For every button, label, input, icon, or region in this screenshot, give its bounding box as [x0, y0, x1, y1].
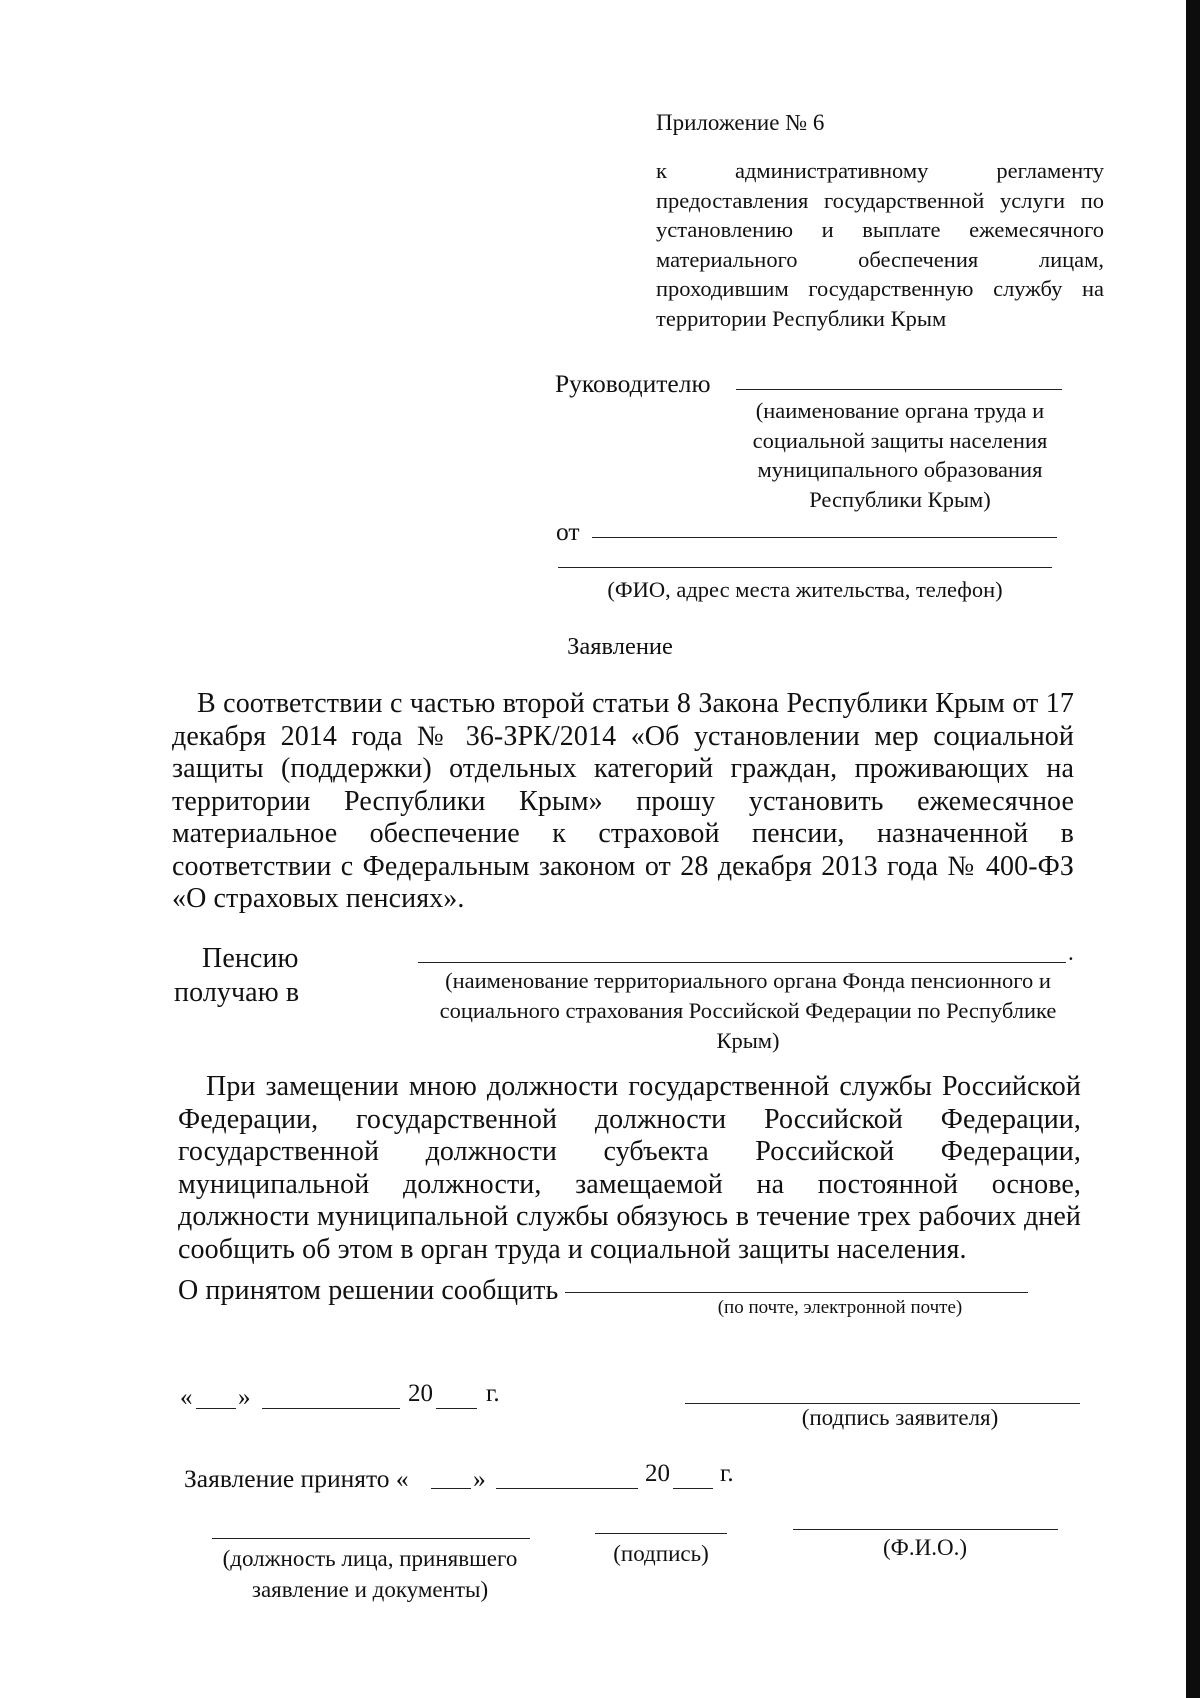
official-signature-line [595, 1533, 727, 1534]
date-close-quote: » [238, 1384, 251, 1411]
accepted-day-line [431, 1488, 471, 1489]
accepted-month-line [496, 1488, 638, 1489]
accepted-label: Заявление принято « [184, 1464, 409, 1493]
date-year-line [436, 1408, 477, 1409]
addressee-caption: (наименование органа труда и социальной защиты населения муниципального образования Республики Крым) [752, 398, 1048, 512]
date-open-quote: « [180, 1384, 193, 1411]
document-title: Заявление [567, 633, 673, 660]
date-month-line [262, 1408, 400, 1409]
main-paragraph [172, 688, 1074, 916]
date-year-suffix: г. [486, 1380, 500, 1407]
pension-label-2: получаю в [174, 977, 300, 1008]
pension-caption: (наименование территориального органа Фонда пенсионного и социального страхования Российской Федерации по Республике Крым) [439, 968, 1057, 1053]
date-year-prefix: 20 [408, 1380, 433, 1407]
pension-label-1: Пенсию [202, 943, 299, 974]
scan-edge [1186, 0, 1200, 1698]
applicant-line-1 [592, 537, 1057, 538]
applicant-caption: (ФИО, адрес места жительства, телефон) [607, 577, 1003, 602]
position-caption: (должность лица, принявшего заявление и документы) [222, 1546, 518, 1602]
pension-line [418, 962, 1066, 963]
applicant-signature-caption: (подпись заявителя) [801, 1405, 999, 1430]
official-name-caption: (Ф.И.О.) [883, 1535, 967, 1560]
notify-line [565, 1292, 1028, 1293]
official-signature-caption: (подпись) [613, 1541, 709, 1566]
applicant-line-2 [558, 567, 1052, 568]
obligation-paragraph-text: При замещении мною должности государственной службы Российской Федерации, государственной должности Российской Федерации, государственной должности субъекта Российской Федерации, муниципальной должности, замещаемой на постоянной основе, должности муниципальной службы обязуюсь в течение трех рабочих дней сообщить об этом в орган труда и социальной защиты населения. [178, 1071, 1081, 1265]
notify-label: О принятом решении сообщить [178, 1275, 559, 1306]
date-day-line [196, 1408, 236, 1409]
appendix-reference: к административному регламенту предоставления государственной услуги по установлению и выплате ежемесячного материального обеспечения лицам, проходившим государственную службу на территории Республики Крым [656, 158, 1104, 331]
notify-caption: (по почте, электронной почте) [717, 1297, 963, 1318]
applicant-label: от [556, 517, 580, 546]
official-name-line [793, 1529, 1058, 1530]
accepted-year-line [673, 1488, 713, 1489]
pension-end-mark: . [1068, 940, 1074, 965]
obligation-paragraph [178, 1071, 1081, 1266]
position-line [212, 1538, 530, 1539]
appendix-title: Приложение № 6 [656, 110, 825, 135]
accepted-close-quote: » [473, 1464, 486, 1493]
main-paragraph-text: В соответствии с частью второй статьи 8 Закона Республики Крым от 17 декабря 2014 года № 36-ЗРК/2014 «Об установлении мер социальной защиты (поддержки) отдельных категорий граждан, проживающих на территории Республики Крым» прошу установить ежемесячное материальное обеспечение к страховой пенсии, назначенной в соответствии с Федеральным законом от 28 декабря 2013 года № 400-ФЗ «О страховых пенсиях». [172, 688, 1074, 914]
accepted-year-prefix: 20 [645, 1460, 670, 1487]
addressee-label: Руководителю [555, 369, 711, 398]
addressee-line [736, 389, 1062, 390]
accepted-year-suffix: г. [720, 1460, 734, 1487]
